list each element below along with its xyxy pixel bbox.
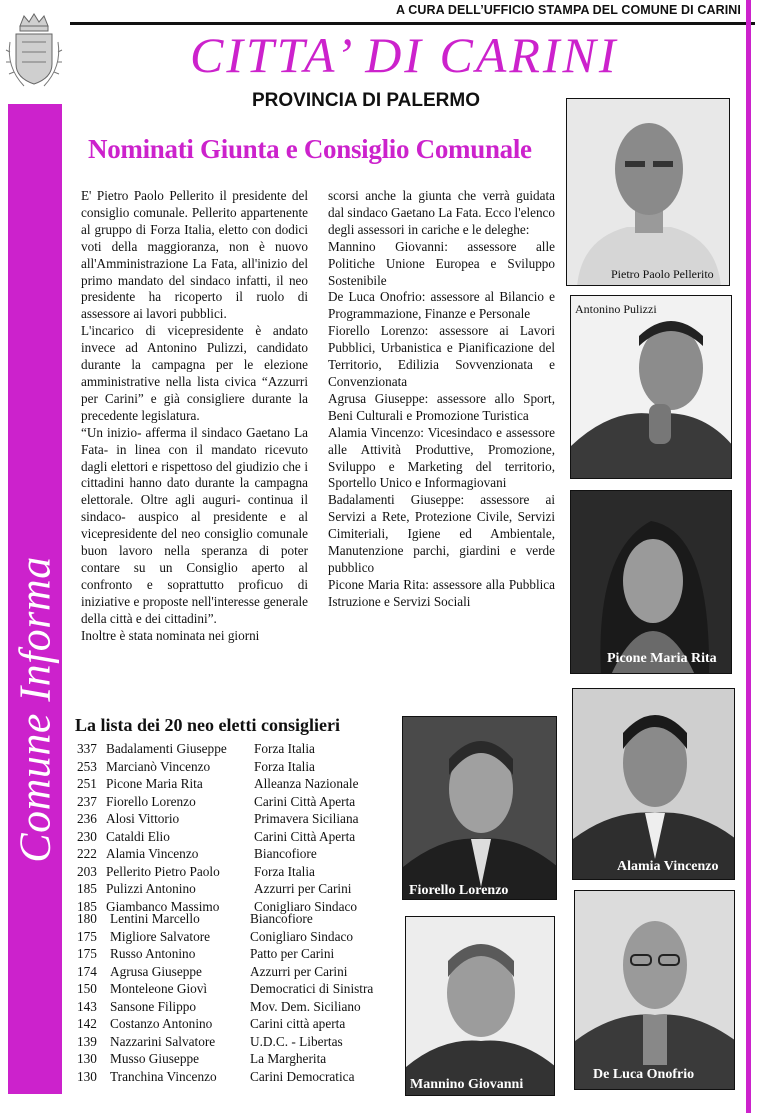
paragraph: L'incarico di vicepresidente è andato invece ad Antonino Pulizzi, candidato durante la campagna per le elezione amministrative nella lista civica “Azzurri per Carini” e già consigliere durante la precedente legislatura. [81,323,308,423]
list-name: Marcianò Vincenzo [106,758,211,774]
photo-alamia [572,688,735,880]
portrait-icon [575,891,735,1090]
photo-caption: Pietro Paolo Pellerito [611,267,714,281]
photo-fiorello [402,716,557,900]
list-party: Conigliaro Sindaco [250,928,354,944]
photo-caption: De Luca Onofrio [593,1067,695,1082]
list-votes: 222 [77,846,97,861]
list-party: Carini Città Aperta [254,828,356,844]
list-party: La Margherita [250,1051,327,1066]
portrait-icon [406,917,555,1096]
portrait-icon [403,717,557,900]
portrait-icon [567,99,730,286]
list-name: Russo Antonino [110,946,196,961]
list-votes: 175 [77,928,97,944]
paragraph: Agrusa Giuseppe: assessore allo Sport, Beni Culturali e Promozione Turistica [328,390,555,423]
list-party: Carini Democratica [250,1068,355,1084]
list-party: Democratici di Sinistra [250,981,374,996]
crest-icon [4,12,64,94]
paragraph: E' Pietro Paolo Pellerito il presidente del consiglio comunale. Pellerito appartenente al gruppo di Forza Italia, eletto con dodici voti della maggioranza, non è nuovo all'Amministrazione La Fata, all'inizio del primo mandato del sindaco infatti, il neo presidente ha ricoperto il ruolo di assessore ai lavori pubblici. [81,188,308,322]
list-party: Biancofiore [250,911,313,926]
paragraph: scorsi anche la giunta che verrà guidata dal sindaco Gaetano La Fata. Ecco l'elenco degli assessori in cariche e le deleghe: [328,188,555,237]
sidebar-label: Comune Informa [10,555,60,863]
right-accent-bar [746,0,751,1113]
list-party: Carini Città Aperta [254,793,356,809]
list-name: Alamia Vincenzo [106,846,199,861]
list-party: Forza Italia [254,863,315,879]
photo-pellerito [566,98,730,286]
list-name: Lentini Marcello [110,911,200,926]
list-name: Alosi Vittorio [106,811,180,826]
paragraph: Inoltre è stata nominata nei giorni [81,627,260,643]
list-name: Agrusa Giuseppe [110,963,202,979]
list-votes: 174 [77,963,97,979]
list-name: Cataldi Elio [106,828,170,844]
photo-caption: Picone Maria Rita [607,651,717,666]
list-party: Conigliaro Sindaco [254,898,358,914]
list-party: U.D.C. - Libertas [250,1033,343,1049]
list-name: Pellerito Pietro Paolo [106,863,220,879]
list-party: Primavera Siciliana [254,811,359,826]
photo-caption: Fiorello Lorenzo [409,883,509,898]
article-column-1 [81,188,308,644]
list-name: Costanzo Antonino [110,1016,213,1031]
list-title: La lista dei 20 neo eletti consiglieri [75,715,340,735]
list-name: Fiorello Lorenzo [106,793,196,809]
photo-caption: Antonino Pulizzi [575,302,657,316]
top-rule [70,22,755,25]
list-votes: 143 [77,998,97,1014]
list-votes: 130 [77,1051,97,1066]
paragraph: Mannino Giovanni: assessore alle Politiche Unione Europea e Sviluppo Sostenibile [328,238,555,288]
paragraph: Badalamenti Giuseppe: assessore ai Servizi a Rete, Protezione Civile, Servizi Cimiteriali, Igiene ed Ambientale, Manutenzione parchi, giardini e verde pubblico [328,492,555,575]
paragraph: Fiorello Lorenzo: assessore ai Lavori Pubblici, Urbanistica e Pianificazione del Territorio, Edilizia Sovvenzionata e Convenzionata [328,323,555,389]
paragraph: De Luca Onofrio: assessore al Bilancio e Programmazione, Finanze e Personale [328,289,555,322]
list-votes: 185 [77,881,97,896]
list-votes: 185 [77,898,97,914]
list-party: Forza Italia [254,741,315,756]
list-party: Azzurri per Carini [250,963,348,979]
photo-caption: Alamia Vincenzo [617,859,719,874]
portrait-icon [571,296,732,479]
list-votes: 130 [77,1068,97,1084]
list-votes: 150 [77,981,97,996]
list-name: Tranchina Vincenzo [110,1068,217,1084]
list-name: Picone Maria Rita [106,776,203,791]
list-votes: 142 [77,1016,97,1031]
office-line: A CURA DELL’UFFICIO STAMPA DEL COMUNE DI CARINI [396,3,741,17]
list-name: Migliore Salvatore [110,928,211,944]
list-votes: 175 [77,946,97,961]
list-votes: 139 [77,1033,97,1049]
list-votes: 237 [77,793,97,809]
article-headline: Nominati Giunta e Consiglio Comunale [88,134,532,164]
list-name: Nazzarini Salvatore [110,1033,216,1049]
list-name: Badalamenti Giuseppe [106,741,227,756]
list-votes: 236 [77,811,97,826]
list-name: Monteleone Giovì [110,981,208,996]
portrait-icon [573,689,735,880]
portrait-icon [571,491,732,674]
paragraph: Picone Maria Rita: assessore alla Pubblica Istruzione e Servizi Sociali [328,576,555,609]
list-name: Musso Giuseppe [110,1051,200,1066]
photo-delucca [574,890,735,1090]
list-name: Sansone Filippo [110,998,197,1014]
photo-caption: Mannino Giovanni [410,1077,524,1092]
photo-pulizzi [570,295,732,479]
province-line: PROVINCIA DI PALERMO [252,90,481,111]
list-votes: 253 [77,758,97,774]
list-votes: 337 [77,741,97,756]
paragraph: “Un inizio- afferma il sindaco Gaetano La Fata- in linea con il mandato ricevuto dagli elettori e rispettoso del giudizio che i cittadini hanno dato durante la campagna elettorale. Oltre agli auguri- continua il sindaco- auspico al presidente e al vicepresidente del neo consiglio comunale buon lavoro nella speranza di poter contare su un Consiglio aperto al confronto e soprattutto proficuo di iniziative e proposte nell'interesse generale della città e dei cittadini”. [81,424,308,626]
paragraph: Alamia Vincenzo: Vicesindaco e assessore alle Attività Produttive, Promozione, Sviluppo e Marketing del territorio, Sportello Unico e Informagiovani [328,424,555,491]
list-party: Carini città aperta [250,1016,346,1031]
sidebar-label-wrap [8,104,62,1094]
list-party: Alleanza Nazionale [254,776,359,791]
list-party: Patto per Carini [250,946,335,961]
list-party: Mov. Dem. Siciliano [250,998,361,1014]
page-title: CITTA’ DI CARINI [190,27,619,83]
list-name: Giambanco Massimo [106,898,220,914]
list-votes: 251 [77,776,97,791]
list-votes: 230 [77,828,97,844]
photo-picone [570,490,732,674]
list-name: Pulizzi Antonino [106,881,196,896]
list-party: Forza Italia [254,758,315,774]
list-party: Azzurri per Carini [254,881,352,896]
article-column-2 [328,188,555,611]
list-votes: 203 [77,863,97,879]
photo-mannino [405,916,555,1096]
list-votes: 180 [77,911,97,926]
list-party: Biancofiore [254,846,317,861]
